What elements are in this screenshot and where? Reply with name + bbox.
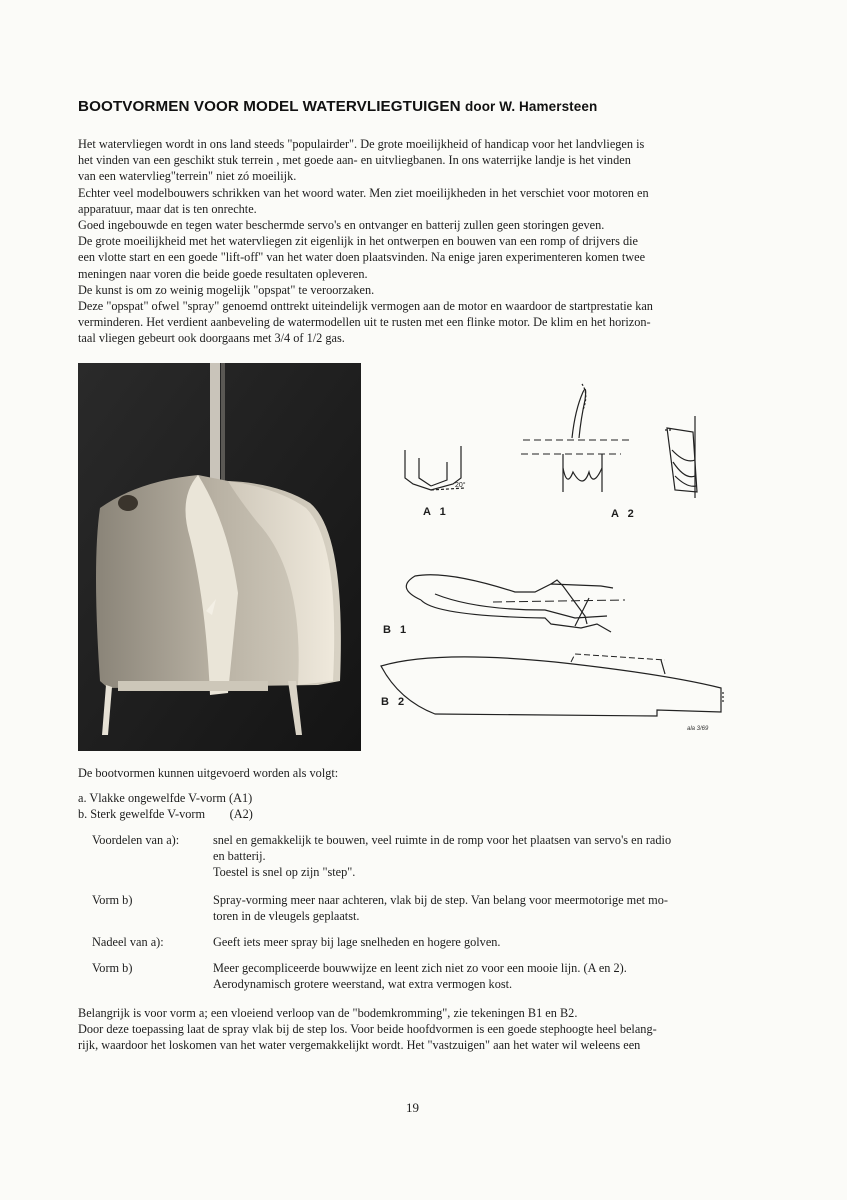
- drawing-side-small: [665, 416, 697, 498]
- body-line: De grote moeilijkheid met het watervliegen zit eigenlijk in het ontwerpen en bouwen van een romp of drijvers die: [78, 234, 639, 249]
- label-b1: B 1: [383, 624, 410, 636]
- angle-label: 20°: [455, 482, 466, 489]
- technical-drawings: [375, 380, 725, 740]
- definition-term: Voordelen van a):: [92, 833, 180, 847]
- definition-line: Spray-vorming meer naar achteren, vlak bij de step. Van belang voor meermotorige met mo-: [213, 893, 668, 907]
- body-line: De kunst is om zo weinig mogelijk "opspat" te veroorzaken.: [78, 282, 375, 297]
- definition-desc: [213, 892, 783, 924]
- label-b2: B 2: [381, 696, 408, 708]
- article-title: [78, 98, 597, 115]
- definition-term: Vorm b): [92, 893, 133, 907]
- drawing-signature: ala 3/69: [687, 726, 709, 732]
- title-byline: door W. Hamersteen: [465, 99, 598, 114]
- hull-drawings-svg: [375, 380, 725, 740]
- forms-intro: De bootvormen kunnen uitgevoerd worden als volgt:: [78, 766, 339, 780]
- hull-photo: [78, 363, 361, 751]
- intro-paragraph: [78, 136, 778, 347]
- closing-paragraph: [78, 1005, 778, 1054]
- body-line: apparatuur, maar dat is ten onrechte.: [78, 201, 257, 216]
- list-item: a. Vlakke ongewelfde V-vorm (A1): [78, 791, 253, 805]
- definition-desc: [213, 832, 783, 880]
- label-a2: A 2: [611, 508, 637, 520]
- body-line: Het watervliegen wordt in ons land steeds "populairder". De grote moeilijkheid of handicap voor het landvliegen is: [78, 137, 645, 151]
- drawing-b1: [406, 575, 625, 632]
- definition-desc: [213, 960, 783, 992]
- definition-line: Toestel is snel op zijn "step".: [213, 865, 356, 879]
- body-line: Echter veel modelbouwers schrikken van het woord water. Men ziet moeilijkheden in het verschiet voor motoren en: [78, 185, 649, 200]
- body-line: Belangrijk is voor vorm a; een vloeiend verloop van de "bodemkromming", zie tekeningen B1 en B2.: [78, 1006, 578, 1020]
- definition-term: Vorm b): [92, 961, 133, 975]
- definition-line: Geeft iets meer spray bij lage snelheden en hogere golven.: [213, 935, 501, 949]
- forms-list: [78, 790, 253, 822]
- body-line: rijk, waardoor het loskomen van het water vergemakkelijkt wordt. Het "vastzuigen" aan het water wil weleens een: [78, 1038, 641, 1053]
- definition-desc: [213, 934, 783, 950]
- body-line: het vinden van een geschikt stuk terrein , met goede aan- en uitvliegbanen. In ons waterrijke landje is het vinden: [78, 153, 631, 168]
- label-a1: A 1: [423, 506, 449, 518]
- definition-line: Aerodynamisch grotere weerstand, wat extra vermogen kost.: [213, 977, 513, 991]
- definition-line: snel en gemakkelijk te bouwen, veel ruimte in de romp voor het plaatsen van servo's en radio: [213, 833, 672, 847]
- page-number: 19: [406, 1100, 419, 1115]
- body-line: van een watervlieg"terrein" niet zó moeilijk.: [78, 169, 297, 184]
- body-line: een vlotte start en een goede "lift-off" van het water doen plaatsvinden. Na enige jaren experimenteren komen twee: [78, 250, 646, 265]
- definition-term: Nadeel van a):: [92, 935, 164, 949]
- body-line: Deze "opspat" ofwel "spray" genoemd onttrekt uiteindelijk vermogen aan de motor en waardoor de startprestatie kan: [78, 299, 653, 314]
- drawing-a2: [521, 384, 633, 492]
- definition-line: en batterij.: [213, 849, 266, 863]
- definition-line: Meer gecompliceerde bouwwijze en leent zich niet zo voor een mooie lijn. (A en 2).: [213, 961, 627, 975]
- body-line: Goed ingebouwde en tegen water beschermde servo's en ontvanger en batterij zullen geen storingen geven.: [78, 218, 605, 233]
- body-line: verminderen. Het verdient aanbeveling de watermodellen uit te rusten met een flinke motor. De klim en het horizon-: [78, 315, 651, 330]
- body-line: Door deze toepassing laat de spray vlak bij de step los. Voor beide hoofdvormen is een goede stephoogte heel belang-: [78, 1022, 657, 1037]
- body-line: meningen naar voren die beide goede resultaten opleveren.: [78, 266, 368, 281]
- body-line: taal vliegen gebeurt ook doorgaans met 3/4 of 1/2 gas.: [78, 331, 345, 346]
- title-main: BOOTVORMEN VOOR MODEL WATERVLIEGTUIGEN: [78, 98, 461, 115]
- list-item: b. Sterk gewelfde V-vorm (A2): [78, 807, 253, 821]
- drawing-b2: [381, 654, 723, 716]
- definition-line: toren in de vleugels geplaatst.: [213, 909, 360, 923]
- hull-photo-graphic: [78, 363, 361, 751]
